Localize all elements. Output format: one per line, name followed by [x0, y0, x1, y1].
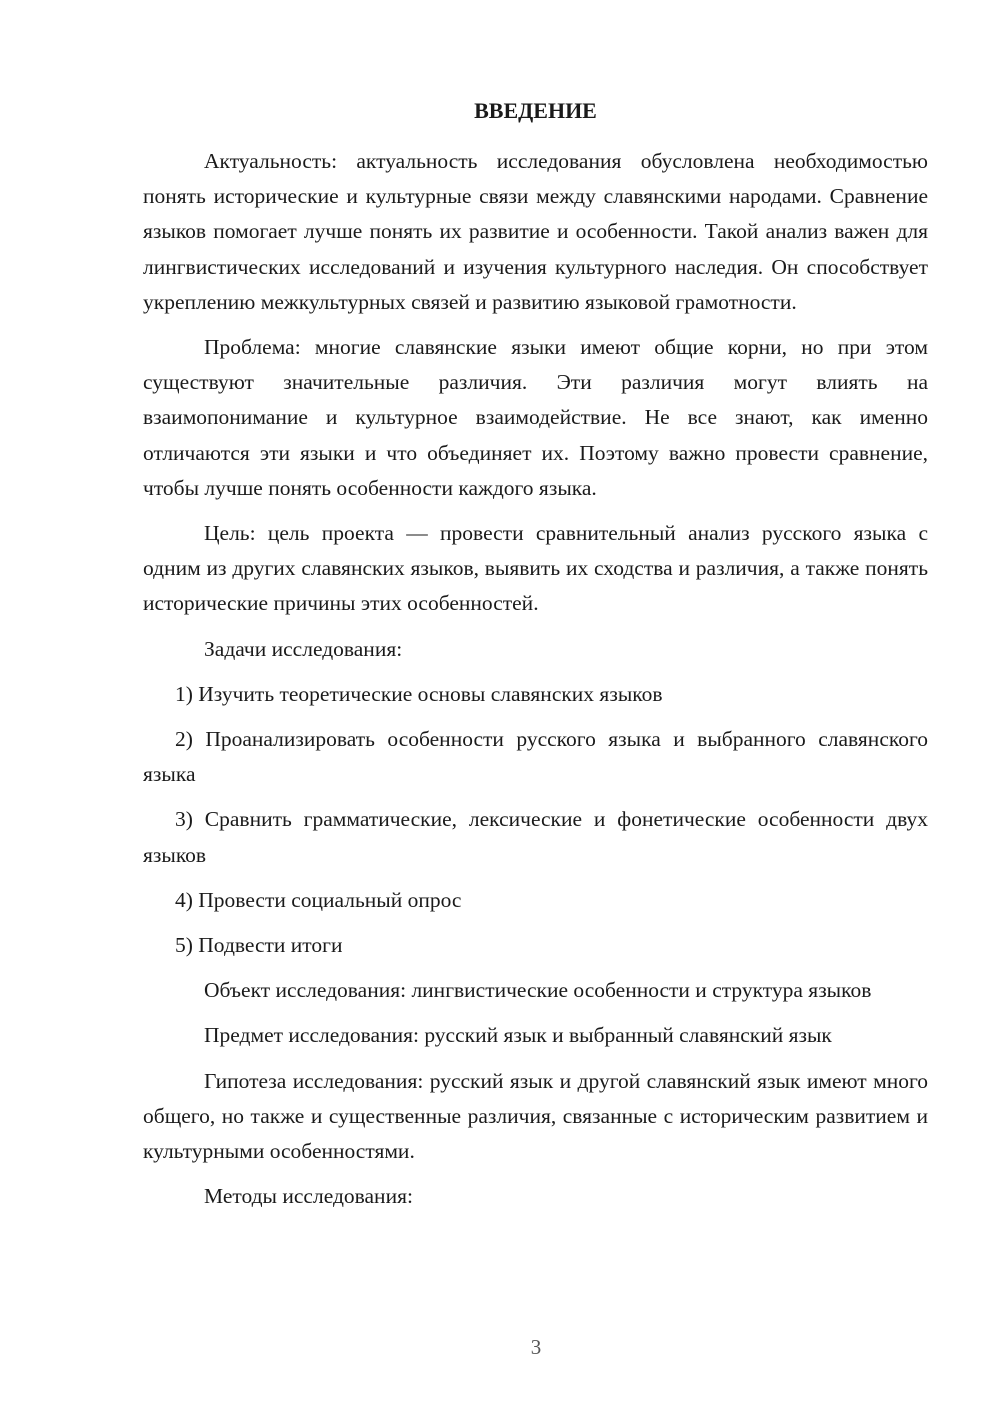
task-item-4: 4) Провести социальный опрос [175, 887, 462, 912]
task-item-1: 1) Изучить теоретические основы славянских языков [175, 681, 663, 706]
paragraph-object: Объект исследования: лингвистические особенности и структура языков [204, 978, 872, 1003]
paragraph-goal: Цель: цель проекта — провести сравнительный анализ русского языка с одним из других славянских языков, выявить их сходства и различия, а также понять исторические причины этих особенностей. [143, 521, 928, 616]
paragraph-problem: Проблема: многие славянские языки имеют общие корни, но при этом существуют значительные различия. Эти различия могут влиять на взаимопонимание и культурное взаимодействие. Не все знают, как именно отличаются эти языки и что объединяет их. Поэтому важно провести сравнение, чтобы лучше понять особенности каждого языка. [143, 335, 928, 500]
page-number: 3 [530, 1335, 542, 1359]
task-item-3: 3) Сравнить грамматические, лексические и фонетические особенности двух языков [143, 807, 928, 867]
body-text [143, 144, 928, 1224]
paragraph-methods: Методы исследования: [204, 1184, 413, 1209]
page-title: ВВЕДЕНИЕ [474, 98, 597, 123]
paragraph-relevance: Актуальность: актуальность исследования обусловлена необходимостью понять исторические и культурные связи между славянскими народами. Сравнение языков помогает лучше понять их развитие и особенности. Такой анализ важен для лингвистических исследований и изучения культурного наследия. Он способствует укреплению межкультурных связей и развитию языковой грамотности. [143, 149, 928, 314]
paragraph-tasks-heading: Задачи исследования: [204, 636, 403, 661]
task-item-2: 2) Проанализировать особенности русского языка и выбранного славянского языка [143, 727, 928, 787]
task-item-5: 5) Подвести итоги [175, 933, 343, 958]
paragraph-subject: Предмет исследования: русский язык и выбранный славянский язык [204, 1023, 832, 1048]
paragraph-hypothesis: Гипотеза исследования: русский язык и другой славянский язык имеют много общего, но также и существенные различия, связанные с историческим развитием и культурными особенностями. [143, 1068, 928, 1164]
